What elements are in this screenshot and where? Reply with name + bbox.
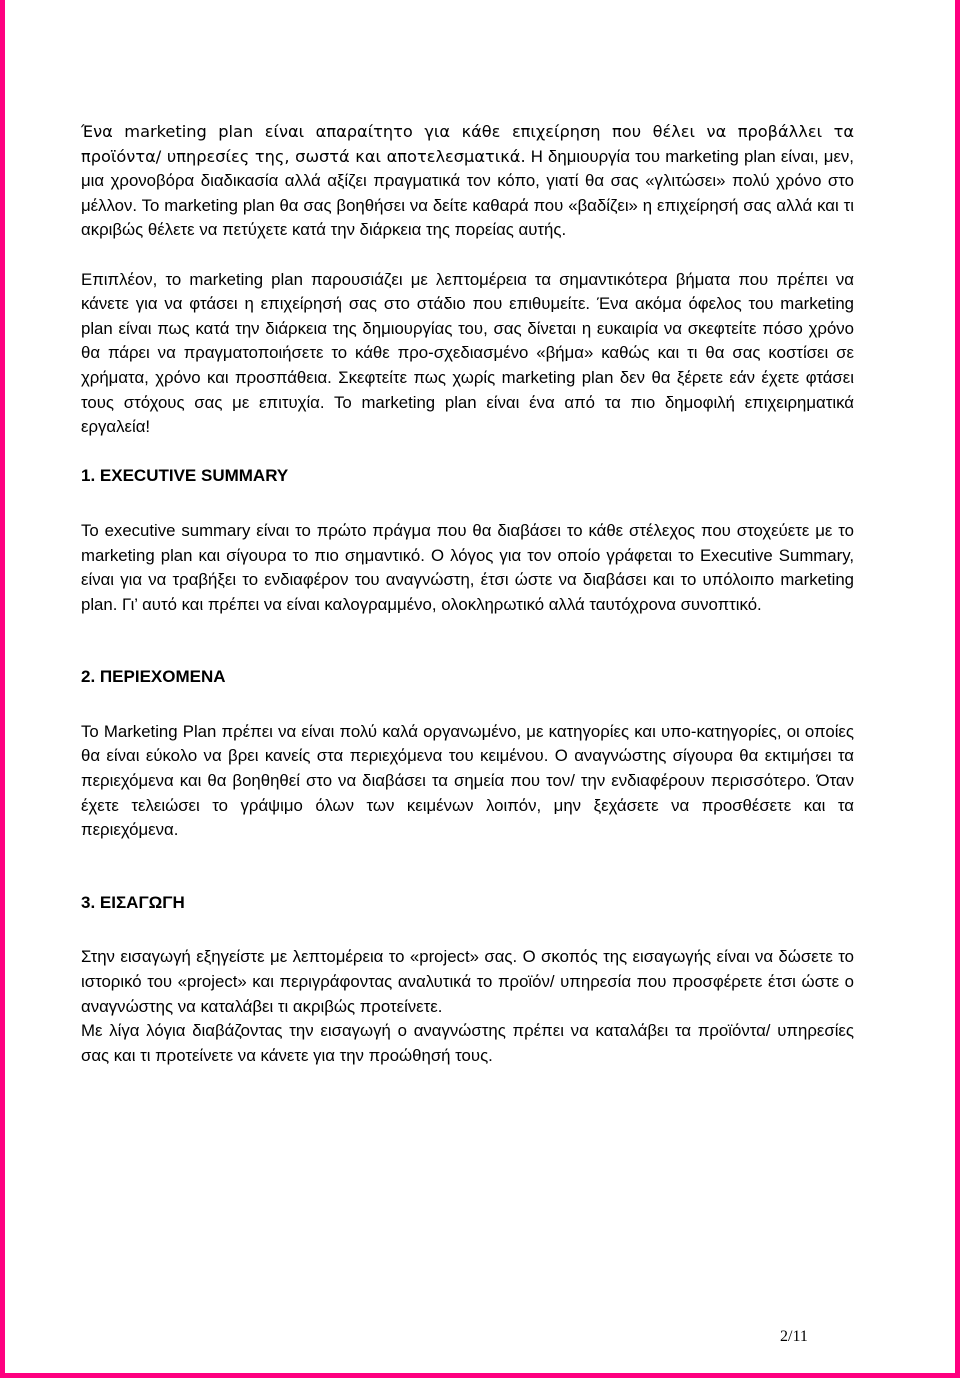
- intro-paragraph-1-first: Ένα marketing plan είναι απαραίτητο για κάθε επιχείρηση που θέλει να προβάλλει τα προϊόντα/ υπηρεσίες της, σωστά και αποτελεσματικά.: [81, 122, 854, 166]
- page-number: 2/11: [780, 1328, 808, 1345]
- intro-paragraph-2: Επιπλέον, το marketing plan παρουσιάζει με λεπτομέρεια τα σημαντικότερα βήματα που πρέπει να κάνετε για να φτάσει η επιχείρησή σας στο στάδιο που επιθυμείτε. Ένα ακόμα όφελος του marketing plan είναι πως κατά την διάρκεια της δημιουργίας του, σας δίνεται η ευκαιρία να σκεφτείτε πόσο χρόνο θα πάρει να πραγματοποιήσετε το κάθε προ-σχεδιασμένο «βήμα» καθώς και τι θα σας κοστίσει σε χρήματα, χρόνο και προσπάθεια. Σκεφτείτε πως χωρίς marketing plan δεν θα ξέρετε εάν έχετε φτάσει τους στόχους σας με επιτυχία. Το marketing plan είναι ένα από τα πιο δημοφιλή επιχειρηματικά εργαλεία!: [81, 269, 854, 437]
- page-border-left: [0, 0, 5, 1378]
- section-body-executive-summary: Το executive summary είναι το πρώτο πράγμα που θα διαβάσει το κάθε στέλεχος που στοχεύετε με το marketing plan και σίγουρα το πιο σημαντικό. Ο λόγος για τον οποίο γράφεται το Executive Summary, είναι για να τραβήξει το ενδιαφέρον του αναγνώστη, έτσι ώστε να διαβάσει και το υπόλοιπο marketing plan. Γι’ αυτό και πρέπει να είναι καλογραμμένο, ολοκληρωτικό αλλά ταυτόχρονα συνοπτικό.: [81, 520, 854, 614]
- section-heading-executive-summary: 1. EXECUTIVE SUMMARY: [81, 466, 289, 486]
- section-body-contents: Το Marketing Plan πρέπει να είναι πολύ καλά οργανωμένο, με κατηγορίες και υπο-κατηγορίες, οι οποίες θα είναι εύκολο να βρει κανείς στα περιεχόμενα του κειμένου. Ο αναγνώστης σίγουρα θα εκτιμήσει τα περιεχόμενα και θα βοηθηθεί στο να διαβάσει τα σημεία που τον/ την ενδιαφέρουν περισσότερο. Όταν έχετε τελειώσει το γράψιμο όλων των κειμένων λοιπόν, μην ξεχάσετε να προσθέσετε και τα περιεχόμενα.: [81, 721, 854, 840]
- section-body-introduction-2: Με λίγα λόγια διαβάζοντας την εισαγωγή ο αναγνώστης πρέπει να καταλάβει τα προϊόντα/ υπηρεσίες σας και τι προτείνετε να κάνετε για την προώθησή τους.: [81, 1021, 854, 1065]
- section-body-introduction-1: Στην εισαγωγή εξηγείστε με λεπτομέρεια το «project» σας. Ο σκοπός της εισαγωγής είναι να δώσετε το ιστορικό του «project» και περιγράφοντας αναλυτικά το προϊόν/ υπηρεσία που προσφέρετε έτσι ώστε ο αναγνώστης να καταλάβει τι ακριβώς προτείνετε.: [81, 947, 854, 1016]
- intro-paragraph-1: [81, 120, 854, 243]
- intro-paragraph-1-rest: Η δημιουργία του marketing plan είναι, μεν, μια χρονοβόρα διαδικασία αλλά αξίζει πραγματικά τον κόπο, γιατί θα σας «γλιτώσει» πολύ χρόνο στο μέλλον. Το marketing plan θα σας βοηθήσει να δείτε καθαρά που «βαδίζει» η επιχείρησή σας αλλά και τι ακριβώς θέλετε να πετύχετε κατά την διάρκεια της πορείας αυτής.: [81, 146, 854, 240]
- page-border-bottom: [0, 1373, 960, 1378]
- page-border-right: [955, 0, 960, 1378]
- document-body: [81, 120, 854, 1068]
- section-heading-contents: 2. ΠΕΡΙΕΧΟΜΕΝΑ: [81, 667, 226, 687]
- section-heading-introduction: 3. ΕΙΣΑΓΩΓΗ: [81, 892, 185, 912]
